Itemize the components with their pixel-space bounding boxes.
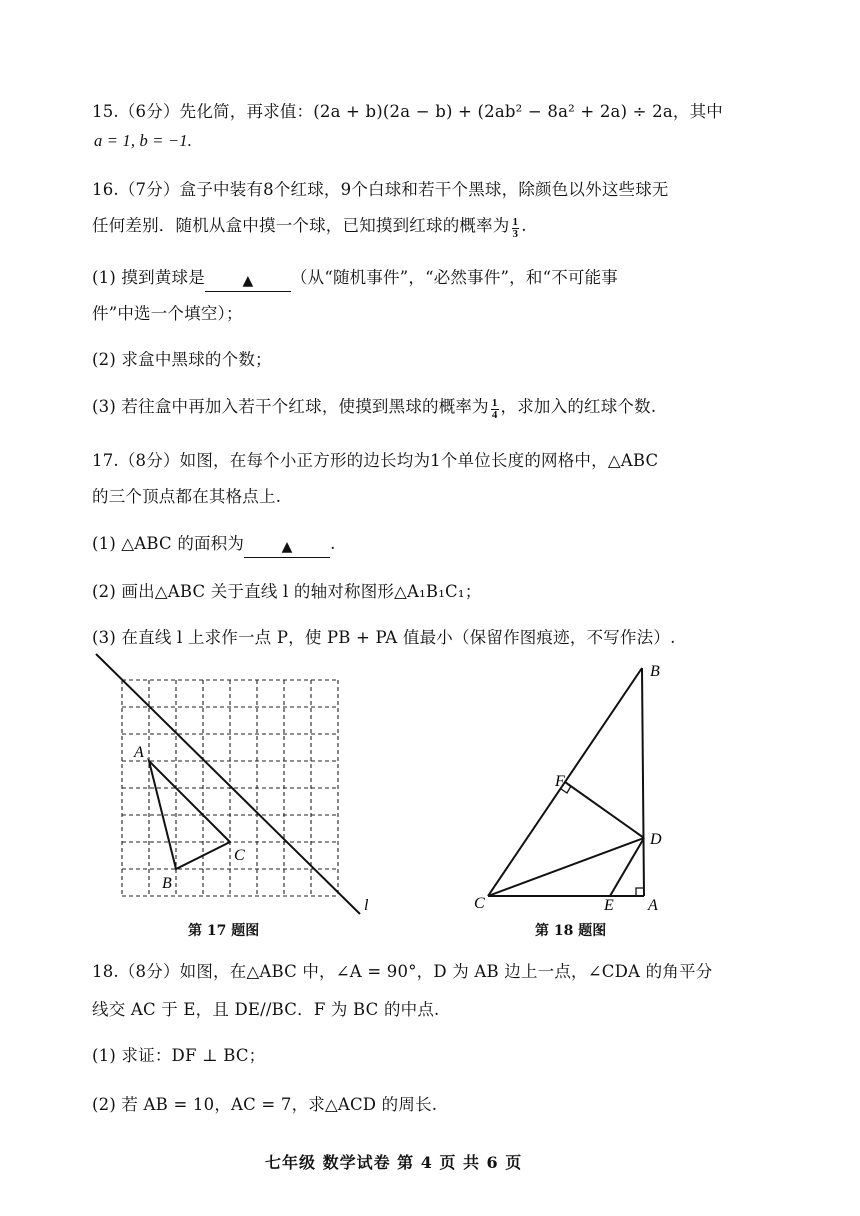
label-a: A [648,897,658,910]
triangle-abc [149,761,230,869]
segment-cd [488,838,644,896]
answer-blank[interactable]: ▲ [205,273,291,292]
q15-line1: 15.（6分）先化简，再求值：(2a + b)(2a − b) + (2ab² − 8a² + 2a) ÷ 2a，其中 [92,102,723,121]
q15-line2: a = 1, b = −1. [94,131,193,150]
q18-line2: 线交 AC 于 E，且 DE//BC．F 为 BC 的中点. [92,1000,440,1019]
q16-line2-text: 任何差别．随机从盒中摸一个球，已知摸到红球的概率为 [92,216,510,235]
fraction-one-quarter: $\frac{1}{4}$ [491,397,498,421]
label-b: B [650,663,660,680]
segment-de [610,838,644,896]
q17-part3: (3) 在直线 l 上求作一点 P，使 PB + PA 值最小（保留作图痕迹，不写作法）. [92,628,676,647]
label-a: A [134,744,144,761]
q18-part1: (1) 求证：DF ⊥ BC； [92,1046,266,1065]
q16-line1: 16.（7分）盒子中装有8个红球，9个白球和若干个黑球，除颜色以外这些球无 [92,180,669,199]
q17-line1: 17.（8分）如图，在每个小正方形的边长均为1个单位长度的网格中，△ABC [92,451,659,470]
q18-line1: 18.（8分）如图，在△ABC 中，∠A = 90°，D 为 AB 边上一点，∠CDA 的角平分 [92,962,713,981]
answer-blank[interactable]: ▲ [244,539,330,558]
right-angle-a [636,888,644,896]
q16-part1-line2: 件”中选一个填空）； [92,304,243,323]
label-d: D [650,831,662,848]
q18-part2: (2) 若 AB = 10，AC = 7，求△ACD 的周长. [92,1095,438,1114]
figure-17 [90,648,390,918]
label-e: E [604,897,614,910]
q17-line2: 的三个顶点都在其格点上. [92,487,282,506]
segment-ab [642,668,644,896]
label-c: C [474,895,485,910]
q16-part2: (2) 求盒中黑球的个数； [92,350,272,369]
label-b: B [162,875,172,892]
q16-line2: 任何差别．随机从盒中摸一个球，已知摸到红球的概率为 $\frac{1}{3}$ . [92,216,527,240]
q16-part3: (3) 若往盒中再加入若干个红球，使摸到黑球的概率为 $\frac{1}{4}$ ，求加入的红球个数. [92,397,657,421]
q16-part1: (1) 摸到黄球是 ▲ （从“随机事件”，“必然事件”，和“不可能事 [92,264,618,292]
figure-18 [470,660,690,910]
line-l [96,654,360,914]
label-c: C [234,847,245,864]
q17-part1: (1) △ABC 的面积为 ▲ . [92,530,336,558]
label-f: F [555,773,565,790]
figure-17-caption: 第 17 题图 [188,923,260,939]
q17-part2: (2) 画出△ABC 关于直线 l 的轴对称图形△A₁B₁C₁； [92,582,482,601]
label-l: l [364,897,369,914]
fraction-one-third: $\frac{1}{3}$ [512,216,519,240]
page-footer: 七年级 数学试卷 第 4 页 共 6 页 [265,1153,523,1172]
segment-fd [565,782,644,838]
figure-18-caption: 第 18 题图 [535,923,607,939]
